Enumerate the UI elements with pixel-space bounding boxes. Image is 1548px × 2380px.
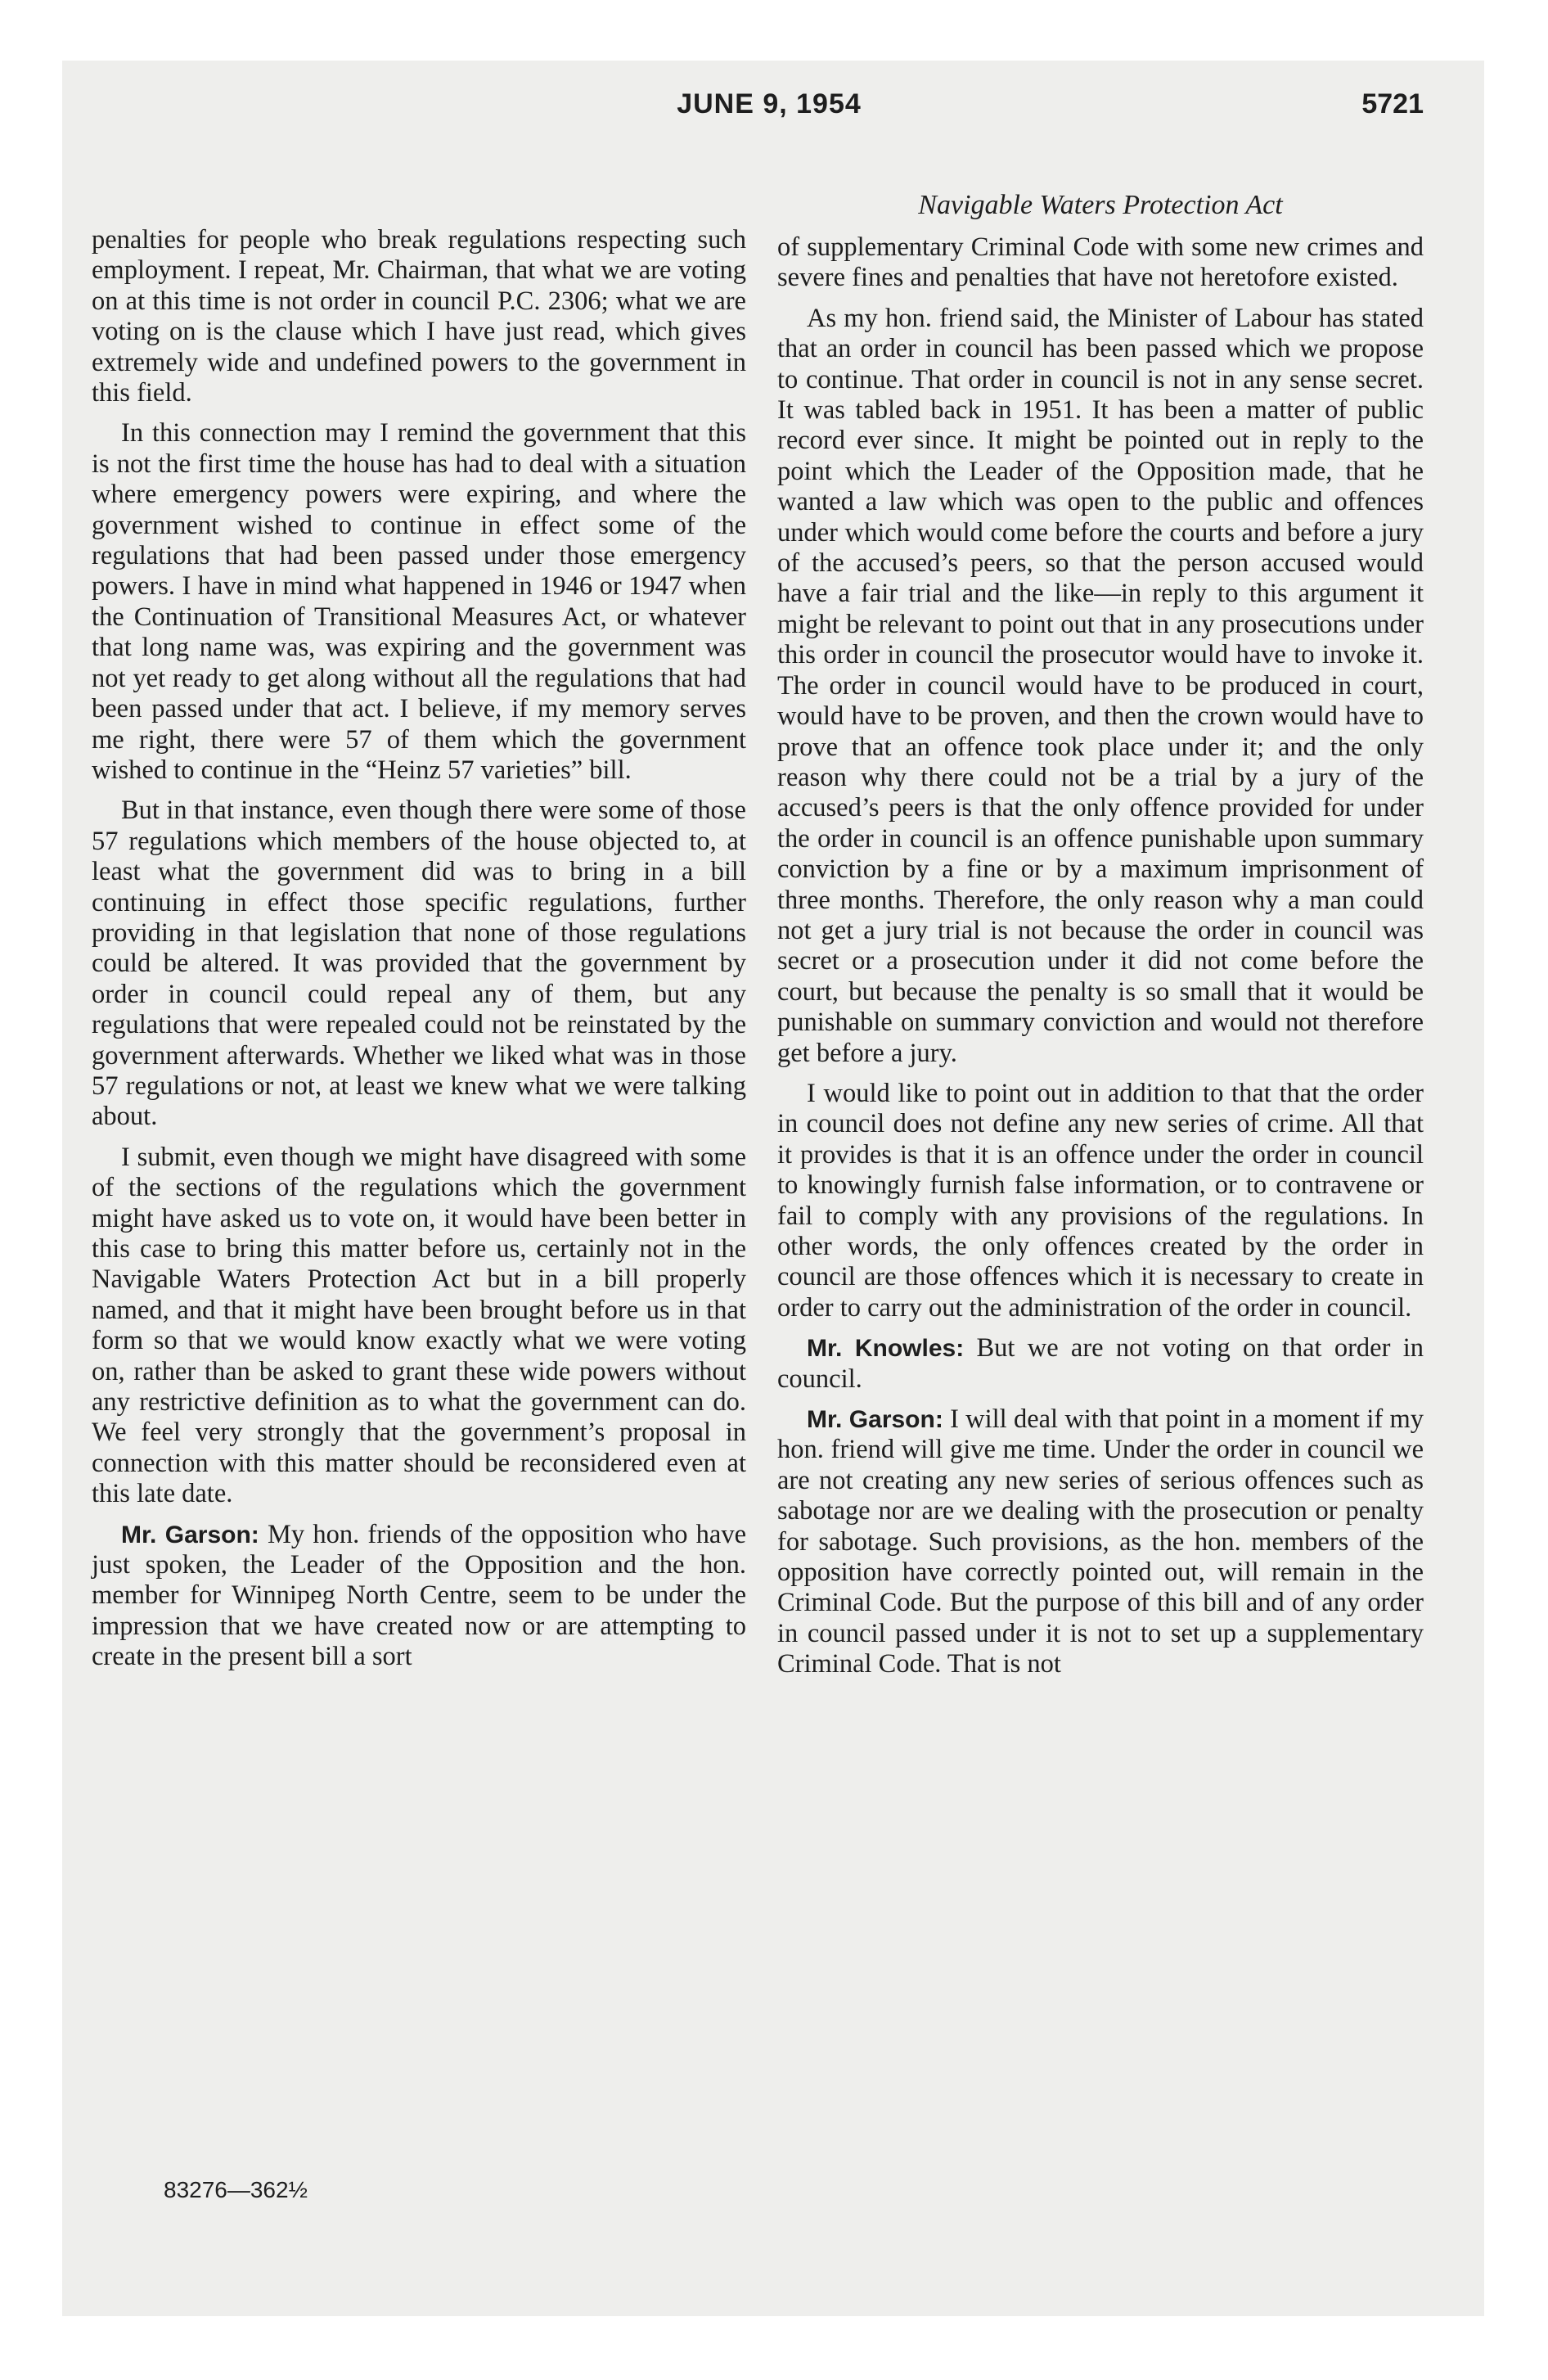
paragraph: In this connection may I remind the government that this is not the first time the house has had to deal with a situation where emergency powers were expiring, and where the government wished to continue in effect some of the regulations that had been passed under those emergency powers. I have in mind what happened in 1946 or 1947 when the Continuation of Transitional Measures Act, or whatever that long name was, was expiring and the government was not yet ready to get along without all the regulations that had been passed under that act. I believe, if my memory serves me right, there were 57 of them which the government wished to continue in the “Heinz 57 varieties” bill. <box>92 418 746 785</box>
paragraph: I would like to point out in addition to that that the order in council does not define any new series of crime. All that it provides is that it is an offence under the order in council to knowingly furnish false information, or to contravene or fail to comply with any provisions of the regulations. In other words, the only offences created by the order in council are those offences which it is necessary to create in order to carry out the administration of the order in council. <box>777 1078 1424 1323</box>
speaker-name: Mr. Garson: <box>121 1521 259 1548</box>
speech-paragraph <box>777 1404 1424 1680</box>
speaker-name: Mr. Garson: <box>807 1406 943 1434</box>
paragraph: I submit, even though we might have disagreed with some of the sections of the regulations which the government might have asked us to vote on, it would have been better in this case to bring this matter before us, certainly not in the Navigable Waters Protection Act but in a bill properly named, and that it might have been brought before us in that form so that we would know exactly what we were voting on, rather than be asked to grant these wide powers without any restrictive definition as to what the government can do. We feel very strongly that the government’s proposal in connection with this matter should be reconsidered even at this late date. <box>92 1142 746 1509</box>
page-number: 5721 <box>1361 88 1424 119</box>
paragraph: penalties for people who break regulations respecting such employment. I repeat, Mr. Chairman, that what we are voting on at this time is not order in council P.C. 2306; what we are voting on is the clause which I have just read, which gives extremely wide and undefined powers to the government in this field. <box>92 225 746 408</box>
page-date: JUNE 9, 1954 <box>677 88 862 119</box>
speech-paragraph <box>777 1333 1424 1395</box>
paragraph: But in that instance, even though there were some of those 57 regulations which members of the house objected to, at least what the government did was to bring in a bill continuing in effect those specific regulations, further providing in that legislation that none of those regulations could be altered. It was provided that the government by order in council could repeal any of them, but any regulations that were repealed could not be reinstated by the government afterwards. Whether we liked what was in those 57 regulations or not, at least we knew what we were talking about. <box>92 796 746 1132</box>
speech-paragraph <box>92 1520 746 1673</box>
footer-code: 83276—362½ <box>164 2177 308 2202</box>
paragraph: As my hon. friend said, the Minister of Labour has stated that an order in council has been passed which we propose to continue. That order in council is not in any sense secret. It was tabled back in 1951. It has been a matter of public record ever since. It might be pointed out in reply to the point which the Leader of the Opposition made, that he wanted a law which was open to the public and offences under which would come before the courts and before a jury of the accused’s peers, so that the person accused would have a fair trial and the like—in reply to this argument it might be relevant to point out that in any prosecutions under this order in council the prosecutor would have to invoke it. The order in council would have to be produced in court, would have to be proven, and then the crown would have to prove that an offence took place under it; and the only reason why there could not be a trial by a jury of the accused’s peers is that the only offence provided for under the order in council is an offence punishable upon summary conviction by a fine or by a maximum imprisonment of three months. Therefore, the only reason why a man could not get a jury trial is not because the order in council was secret or a prosecution under it did not come before the court, but because the penalty is so small that it would be punishable on summary conviction and would not therefore get before a jury. <box>777 303 1424 1068</box>
speaker-name: Mr. Knowles: <box>807 1335 965 1363</box>
running-head: Navigable Waters Protection Act <box>918 190 1283 220</box>
speech-text: I will deal with that point in a moment if my hon. friend will give me time. Under the order in council we are not creating any new series of serious offences such as sabotage nor are we dealing with the prosecution or penalty for sabotage. Such provisions, as the hon. members of the opposition have correctly pointed out, will remain in the Criminal Code. But the purpose of this bill and of any order in council passed under it is not to set up a supplementary Criminal Code. That is not <box>777 1404 1424 1679</box>
paragraph: of supplementary Criminal Code with some new crimes and severe fines and penalties that have not heretofore existed. <box>777 232 1424 293</box>
left-column <box>92 225 746 1683</box>
right-column <box>777 232 1424 1690</box>
speech-text: But we are not voting on that order in council. <box>777 1333 1424 1394</box>
speech-text: My hon. friends of the opposition who have just spoken, the Leader of the Opposition and the hon. member for Winnipeg North Centre, seem to be under the impression that we have created now or are attempting to create in the present bill a sort <box>92 1519 746 1672</box>
